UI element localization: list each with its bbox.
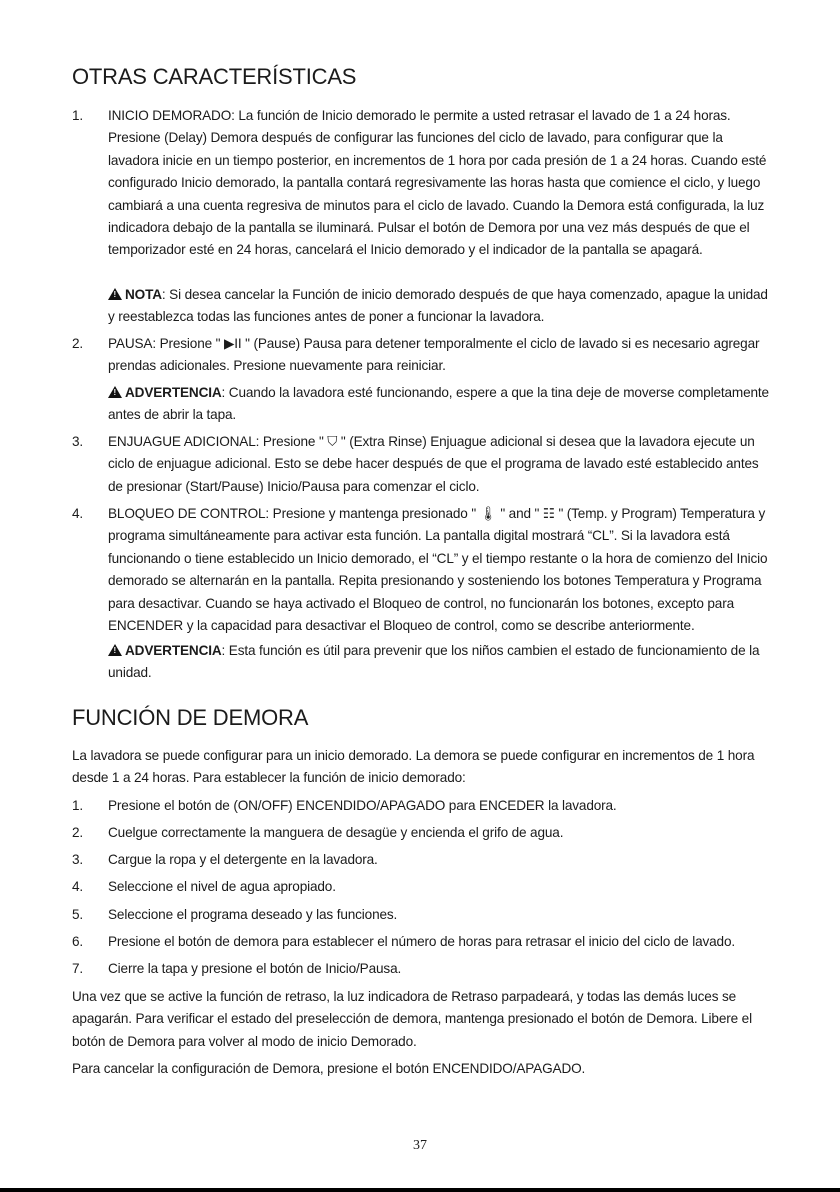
list-item bbox=[72, 503, 772, 638]
warning-triangle-icon bbox=[108, 644, 122, 656]
step-number: 1. bbox=[72, 798, 84, 813]
list-item bbox=[72, 431, 772, 499]
list-item bbox=[72, 333, 772, 378]
step-number: 6. bbox=[72, 934, 84, 949]
warning-text: : Si desea cancelar la Función de inicio demorado después de que haya comenzado, apague la unidad y reestablezca todas las funciones antes de poner a funcionar la lavadora. bbox=[108, 287, 768, 325]
section-title-funcion-de-demora: FUNCIÓN DE DEMORA bbox=[72, 705, 309, 730]
list-item bbox=[72, 904, 772, 926]
intro-paragraph: La lavadora se puede configurar para un inicio demorado. La demora se puede configurar en incrementos de 1 hora desde 1 a 24 horas. Para establecer la función de inicio demorado: bbox=[72, 748, 755, 786]
list-item bbox=[72, 958, 772, 980]
warning-advertencia bbox=[108, 640, 772, 685]
item-number: 1. bbox=[72, 108, 84, 123]
warning-text: : Cuando la lavadora esté funcionando, espere a que la tina deje de moverse completamente antes de abrir la tapa. bbox=[108, 385, 769, 423]
list-item bbox=[72, 795, 772, 817]
warning-text: : Esta función es útil para prevenir que los niños cambien el estado de funcionamiento de la unidad. bbox=[108, 643, 760, 681]
outro-paragraph: Una vez que se active la función de retraso, la luz indicadora de Retraso parpadeará, y todas las demás luces se apagarán. Para verificar el estado del preselección de demora, mantenga presionado el botón de Demora. Libere el botón de Demora para volver al modo de inicio Demorado. bbox=[72, 989, 752, 1049]
warning-advertencia bbox=[108, 382, 772, 427]
item-text-inicio-demorado: INICIO DEMORADO: La función de Inicio demorado le permite a usted retrasar el lavado de 1 a 24 horas. Presione (Delay) Demora después de configurar las funciones del ciclo de lavado, para configurar que la lavadora inicie en un tiempo posterior, en incrementos de 1 hora por cada presión de 1 a 24 horas. Cuando esté configurado Inicio demorado, la pantalla contará regresivamente las horas hasta que comience el ciclo, y luego cambiará a una cuenta regresiva de minutos para el ciclo de lavado. Cuando la Demora está configurada, la luz indicadora debajo de la pantalla se iluminará. Pulsar el botón de Demora por una vez más después de que el temporizador esté en 24 horas, cancelará el Inicio demorado y el indicador de la pantalla se apagará. bbox=[108, 108, 767, 258]
warning-triangle-icon bbox=[108, 386, 122, 398]
step-text: Cierre la tapa y presione el botón de Inicio/Pausa. bbox=[108, 961, 402, 976]
step-number: 7. bbox=[72, 961, 84, 976]
item-number: 3. bbox=[72, 434, 84, 449]
warning-label: ADVERTENCIA bbox=[125, 643, 222, 658]
step-text: Presione el botón de demora para establecer el número de horas para retrasar el inicio del ciclo de lavado. bbox=[108, 934, 736, 949]
step-text: Seleccione el programa deseado y las funciones. bbox=[108, 907, 398, 922]
page-number: 37 bbox=[413, 1138, 427, 1153]
item-text-pausa: PAUSA: Presione " ▶II " (Pause) Pausa para detener temporalmente el ciclo de lavado si es necesario agregar prendas adicionales. Presione nuevamente para reiniciar. bbox=[108, 336, 760, 374]
list-item bbox=[72, 931, 772, 953]
bottom-border bbox=[0, 1188, 840, 1192]
section-title-otras-caracteristicas: OTRAS CARACTERÍSTICAS bbox=[72, 64, 357, 89]
step-number: 5. bbox=[72, 907, 84, 922]
warning-label: NOTA bbox=[125, 287, 162, 302]
list-item bbox=[72, 822, 772, 844]
step-text: Seleccione el nivel de agua apropiado. bbox=[108, 879, 336, 894]
item-text-bloqueo-de-control: BLOQUEO DE CONTROL: Presione y mantenga presionado " 🌡 " and " ☷ " (Temp. y Program) Temperatura y programa simultáneamente para activar esta función. La pantalla digital mostrará “CL”. Si la lavadora está funcionando o tiene establecido un Inicio demorado, el “CL” y el tiempo restante o la hora de comienzo del Inicio demorado se alternarán en la pantalla. Repita presionando y sosteniendo los botones Temperatura y Programa para desactivar. Cuando se haya activado el Bloqueo de control, no funcionarán los botones, excepto para ENCENDER y la capacidad para desactivar el Bloqueo de control, como se describe anteriormente. bbox=[108, 506, 768, 634]
list-item bbox=[72, 849, 772, 871]
step-text: Cuelgue correctamente la manguera de desagüe y encienda el grifo de agua. bbox=[108, 825, 564, 840]
step-number: 2. bbox=[72, 825, 84, 840]
item-number: 2. bbox=[72, 336, 84, 351]
step-text: Cargue la ropa y el detergente en la lavadora. bbox=[108, 852, 378, 867]
item-text-enjuague-adicional: ENJUAGUE ADICIONAL: Presione " ⛉ " (Extra Rinse) Enjuague adicional si desea que la lavadora ejecute un ciclo de enjuague adicional. Esto se debe hacer después de que el programa de lavado esté establecido antes de presionar (Start/Pause) Inicio/Pausa para comenzar el ciclo. bbox=[108, 434, 759, 494]
list-item bbox=[72, 876, 772, 898]
list-item bbox=[72, 105, 772, 285]
cancel-paragraph: Para cancelar la configuración de Demora, presione el botón ENCENDIDO/APAGADO. bbox=[72, 1061, 586, 1076]
warning-note bbox=[108, 284, 772, 329]
step-number: 3. bbox=[72, 852, 84, 867]
warning-triangle-icon bbox=[108, 288, 122, 300]
step-number: 4. bbox=[72, 879, 84, 894]
item-number: 4. bbox=[72, 506, 84, 521]
step-text: Presione el botón de (ON/OFF) ENCENDIDO/APAGADO para ENCEDER la lavadora. bbox=[108, 798, 617, 813]
warning-label: ADVERTENCIA bbox=[125, 385, 222, 400]
